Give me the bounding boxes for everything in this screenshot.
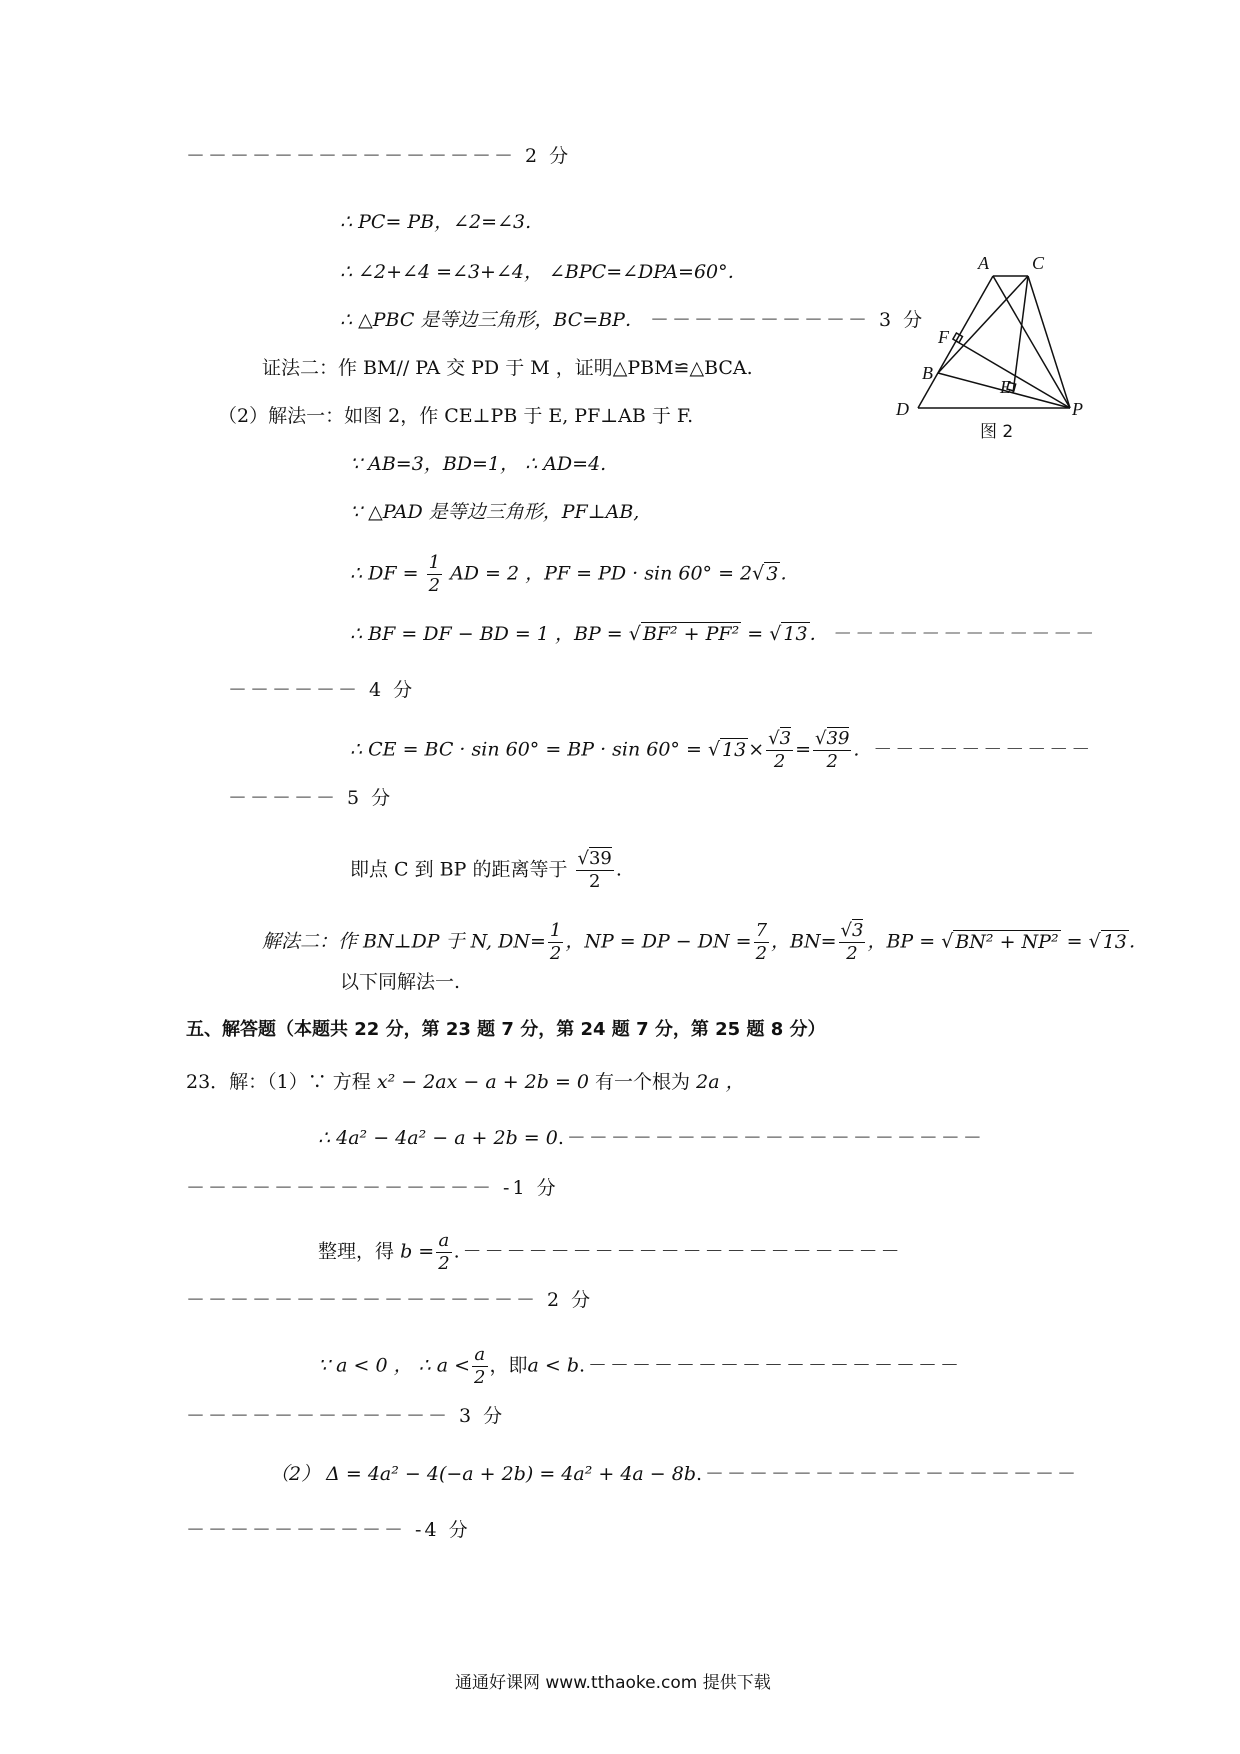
sqrt-bn-np: √ BN² + NP² — [941, 930, 1059, 953]
q23-b-equals: b = — [400, 1240, 435, 1263]
formula-ce-lhs: ∴ CE = BC · sin 60° = BP · sin 60° = — [350, 738, 702, 761]
proof-line-pc-pb: ∴ PC= PB，∠2=∠3. — [340, 211, 532, 233]
q23-ji: ，即 — [489, 1354, 528, 1377]
q23-equation: x² − 2ax − a + 2b = 0 — [376, 1071, 589, 1093]
same-as-method-one: 以下同解法一. — [340, 971, 461, 993]
proof-line-angles: ∴ ∠2+∠4 =∠3+∠4， ∠BPC=∠DPA=60°． — [340, 261, 747, 283]
segment-cb — [938, 276, 1028, 373]
given-pad-equilateral: ∵ △PAD 是等边三角形，PF⊥AB, — [350, 501, 640, 523]
method-two-dn: 解法二：作 BN⊥DP 于 N, DN= — [262, 930, 546, 953]
distance-text: 即点 C 到 BP 的距离等于 — [350, 858, 568, 881]
q23-substitution-dash: .－－－－－－－－－－－－－－－－－－－ — [557, 1127, 985, 1149]
proof-line-equilateral — [340, 306, 925, 334]
q23-simplify-text: 整理，得 — [318, 1240, 395, 1263]
formula-bf-dash: ．－－－－－－－－－－－－ — [809, 623, 1096, 645]
figure-caption: 图 2 — [980, 422, 1014, 442]
score-line-5pts: －－－－－ 5 分 — [228, 787, 394, 809]
proof-equilateral-dash: －－－－－－－－－－ 3 分 — [649, 309, 926, 331]
method-two-bp: ，BP = — [867, 930, 936, 953]
formula-ce-dash: . －－－－－－－－－－ — [853, 738, 1092, 761]
q23-discriminant-dash: .－－－－－－－－－－－－－－－－－ — [696, 1463, 1080, 1485]
q23-inequality — [318, 1344, 962, 1389]
score-line-4pts-b: －－－－－－－－－－ -4 分 — [186, 1519, 471, 1541]
score-line-1pt: －－－－－－－－－－－－－－ -1 分 — [186, 1177, 559, 1199]
score-line-2pts-b: －－－－－－－－－－－－－－－－ 2 分 — [186, 1289, 594, 1311]
segment-fp — [956, 341, 1070, 408]
distance-conclusion: 即点 C 到 BP 的距离等于 $\frac{√39}{2}$ . — [350, 848, 622, 892]
label-b: B — [922, 363, 933, 383]
fraction-sqrt39-over-2-b: $\frac{√39}{2}$ — [577, 848, 612, 892]
q23-statement — [186, 1068, 745, 1096]
q23-simplify-dash: .－－－－－－－－－－－－－－－－－－－－ — [453, 1240, 903, 1263]
formula-bf-bp: ∴ BF = DF − BD = 1 ，BP = √ BF² + PF² = √ 13 ．－－－－－－－－－－－－ — [350, 623, 1096, 645]
q23-substitution — [318, 1124, 985, 1152]
q23-a-less-b: a < b — [527, 1354, 580, 1377]
sqrt-13-c: √ 13 — [1088, 930, 1127, 953]
label-a: A — [978, 253, 989, 273]
q23-discriminant-eq: （2） Δ = 4a² − 4(−a + 2b) = 4a² + 4a − 8b — [270, 1463, 696, 1485]
fraction-one-half: $\frac{1}{2}$ — [428, 552, 441, 596]
q23-simplify — [318, 1230, 903, 1275]
q23-prefix: 23．解：（1）∵ 方程 — [186, 1071, 371, 1093]
footer-credit: 通通好课网 www.tthaoke.com 提供下载 — [455, 1673, 771, 1693]
q23-inequality-dash: .－－－－－－－－－－－－－－－－－ — [579, 1354, 963, 1377]
formula-pf-rhs: AD = 2 ，PF = PD · sin 60° = 2 — [450, 562, 753, 585]
q23-inequality-a: ∵ a < 0 ， ∴ a < — [318, 1354, 471, 1377]
score-line-4pts: －－－－－－ 4 分 — [228, 679, 416, 701]
score-line-2pts-a: －－－－－－－－－－－－－－－ 2 分 — [186, 145, 572, 167]
fraction-sqrt3-over-2: $\frac{√3}{2}$ — [768, 728, 792, 772]
label-c: C — [1032, 253, 1045, 273]
sqrt-13: √ 13 — [769, 623, 808, 645]
q23-discriminant — [270, 1460, 1079, 1488]
segment-ce — [1013, 276, 1028, 393]
fraction-bn: $\frac{√3}{2}$ — [840, 920, 864, 964]
formula-bf-lhs: ∴ BF = DF − BD = 1 ，BP = — [350, 623, 623, 645]
fraction-dn: $\frac{1}{2}$ — [549, 920, 562, 964]
formula-df-pf: ∴ DF = $\frac{1}{2}$ AD = 2 ，PF = PD · sin 60° = 2√ 3 ． — [350, 552, 800, 596]
given-ab-bd: ∵ AB=3，BD=1， ∴ AD=4. — [350, 453, 607, 475]
sqrt-13-b: √ 13 — [707, 738, 747, 761]
solution-method-two: 解法二：作 BN⊥DP 于 N, DN= $\frac{1}{2}$ ，NP = DP − DN = $\frac{7}{2}$ ，BN= $\frac{√3}{2}$ ，BP = √ BN² + NP² = √ 13 ． — [262, 920, 1148, 964]
sqrt-3: √ 3 — [752, 562, 779, 585]
proof-method-two: 证法二：作 BM// PA 交 PD 于 M ，证明△PBM≌△BCA. — [262, 357, 753, 379]
fraction-a-over-2-b: $\frac{a}{2}$ — [474, 1344, 486, 1388]
q23-root-value: 2a ， — [696, 1071, 745, 1093]
formula-df-lhs: ∴ DF = — [350, 562, 419, 585]
score-line-3pts: －－－－－－－－－－－－ 3 分 — [186, 1405, 506, 1427]
fraction-a-over-2: $\frac{a}{2}$ — [438, 1230, 450, 1274]
segment-cp — [1028, 276, 1070, 408]
q23-root-text: 有一个根为 — [595, 1071, 691, 1093]
segment-ad — [918, 276, 993, 408]
sqrt-bf-pf: √ BF² + PF² — [628, 623, 740, 645]
fraction-sqrt39-over-2: $\frac{√39}{2}$ — [815, 728, 850, 772]
solution-part-two-intro: （2）解法一：如图 2，作 CE⊥PB 于 E, PF⊥AB 于 F. — [218, 405, 694, 427]
fraction-seven-halves: $\frac{7}{2}$ — [755, 920, 768, 964]
label-f: F — [938, 327, 949, 347]
formula-ce: ∴ CE = BC · sin 60° = BP · sin 60° = √ 13 × $\frac{√3}{2}$ = $\frac{√39}{2}$ . －－－－－－－－－－ — [350, 728, 1092, 772]
label-p: P — [1072, 399, 1083, 419]
label-e: E — [1000, 377, 1011, 397]
q23-substitution-eq: ∴ 4a² − 4a² − a + 2b = 0 — [318, 1127, 558, 1149]
label-d: D — [896, 399, 909, 419]
proof-equilateral-text: ∴ △PBC 是等边三角形，BC=BP． — [340, 309, 644, 331]
method-two-bn: ，BN= — [771, 930, 837, 953]
method-two-np: ，NP = DP − DN = — [565, 930, 752, 953]
section-heading-five: 五、解答题（本题共 22 分，第 23 题 7 分，第 24 题 7 分，第 25 题 8 分） — [186, 1019, 826, 1040]
